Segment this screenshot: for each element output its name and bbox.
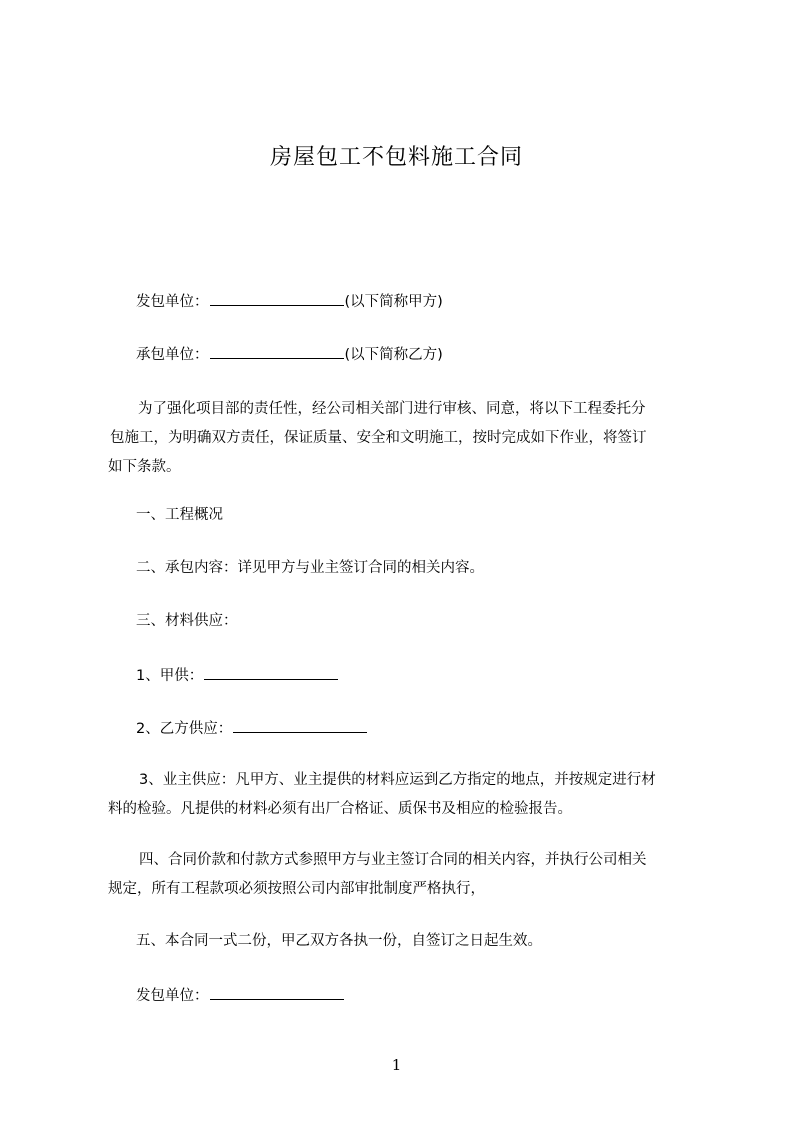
supply-owner-paragraph (108, 766, 656, 824)
supply-b-blank (233, 718, 367, 733)
intro-line-2: 包施工，为明确双方责任，保证质量、安全和文明施工，按时完成如下作业，将签订 (110, 430, 647, 446)
party-a-blank (210, 291, 344, 306)
supply-a-label: 1、甲供： (136, 668, 204, 684)
page-number: 1 (391, 1056, 402, 1074)
party-b-suffix: (以下简称乙方) (344, 347, 443, 363)
party-b-label: 承包单位： (136, 347, 209, 363)
supply-b-line (136, 718, 368, 739)
intro-paragraph (108, 395, 647, 482)
document-title: 房屋包工不包料施工合同 (269, 145, 523, 170)
party-a-label: 发包单位： (136, 294, 209, 310)
supply-a-blank (204, 665, 338, 680)
party-b-blank (210, 344, 344, 359)
signature-a-label: 发包单位： (136, 988, 209, 1004)
intro-line-3: 如下条款。 (108, 459, 181, 475)
signature-a-blank (210, 985, 344, 1000)
supply-owner-line-1: 3、业主供应：凡甲方、业主提供的材料应运到乙方指定的地点，并按规定进行材 (139, 772, 656, 788)
supply-b-label: 2、乙方供应： (136, 721, 233, 737)
section-4-paragraph (108, 846, 647, 904)
intro-line-1: 为了强化项目部的责任性，经公司相关部门进行审核、同意，将以下工程委托分 (138, 401, 646, 417)
section-1: 一、工程概况 (136, 507, 223, 523)
section-2: 二、承包内容：详见甲方与业主签订合同的相关内容。 (136, 560, 484, 576)
supply-a-line (136, 665, 339, 686)
signature-a-line (136, 985, 345, 1006)
party-a-suffix: (以下简称甲方) (344, 294, 443, 310)
party-b-line (136, 344, 443, 365)
supply-owner-line-2: 料的检验。凡提供的材料必须有出厂合格证、质保书及相应的检验报告。 (108, 801, 572, 817)
section-3: 三、材料供应： (136, 613, 238, 629)
section-4-line-2: 规定，所有工程款项必须按照公司内部审批制度严格执行， (108, 881, 485, 897)
section-5: 五、本合同一式二份，甲乙双方各执一份，自签订之日起生效。 (136, 933, 542, 949)
party-a-line (136, 291, 443, 312)
section-4-line-1: 四、合同价款和付款方式参照甲方与业主签订合同的相关内容，并执行公司相关 (139, 852, 647, 868)
